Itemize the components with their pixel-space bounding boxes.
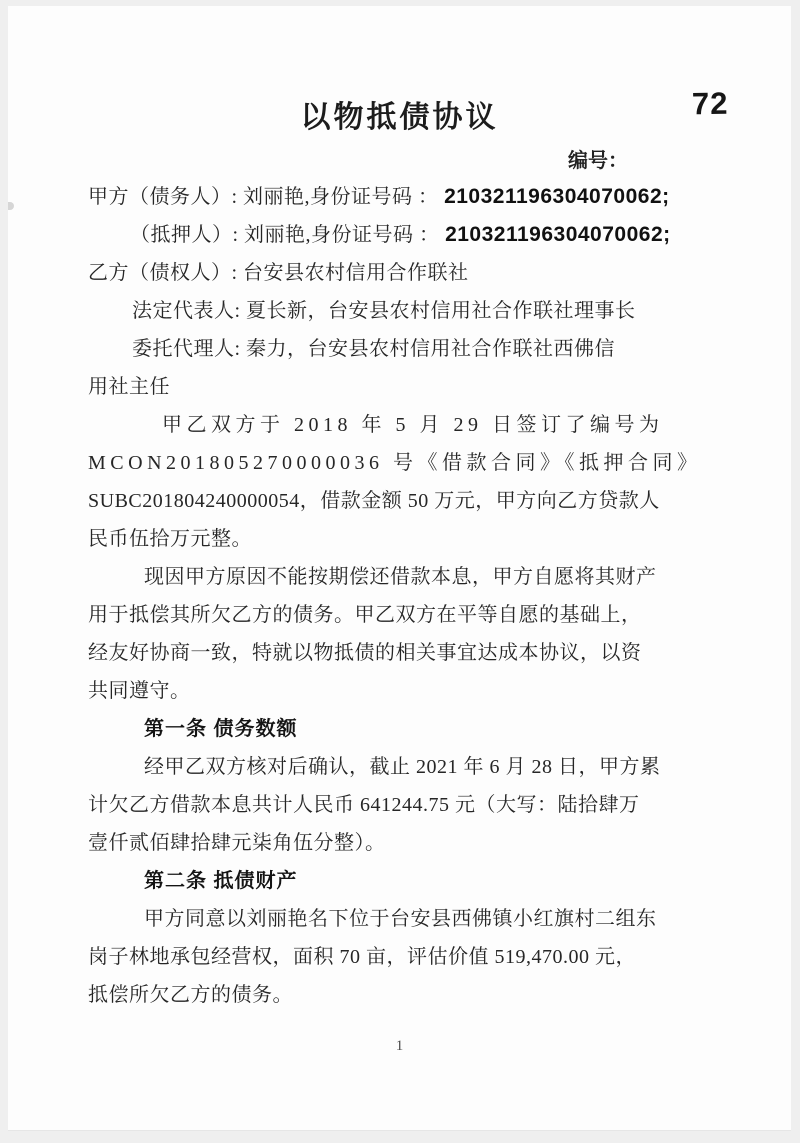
line-text: 第一条 债务数额 [144,718,298,740]
document-line [88,748,724,786]
line-text: 用社主任 [88,376,170,398]
document-line [88,406,724,444]
contract-number-label: 编号： [568,150,628,172]
line-text: 现因甲方原因不能按期偿还借款本息，甲方自愿将其财产 [144,566,657,588]
document-line [88,558,724,596]
document-line [88,368,724,406]
line-text: （抵押人）: 刘丽艳,身份证号码 ： [130,224,446,246]
line-text: 共同遵守。 [88,680,191,702]
document-line [88,672,724,710]
line-text: 岗子林地承包经营权，面积 70 亩，评估价值 519,470.00 元， [88,946,636,968]
document-line [88,292,724,330]
document-line [88,938,724,976]
document-line [88,976,724,1014]
line-text: SUBC201804240000054，借款金额 50 万元，甲方向乙方贷款人 [88,490,660,512]
document-line [88,178,724,216]
line-text: 用于抵偿其所欠乙方的债务。甲乙双方在平等自愿的基础上， [88,604,642,626]
line-text: 民币伍拾万元整。 [88,528,252,550]
line-text: 第二条 抵债财产 [144,870,298,892]
line-text: 壹仟贰佰肆拾肆元柒角伍分整）。 [88,832,386,854]
document-page [8,6,791,1131]
document-line [88,710,724,748]
document-body [88,178,724,1014]
document-line [88,254,724,292]
id-number-text: 210321196304070062; [445,223,671,246]
document-line [88,824,724,862]
line-text: MCON201805270000036 号《借款合同》《抵押合同》 [88,452,702,474]
handwritten-page-stamp: 72 [691,85,729,122]
line-text: 委托代理人: 秦力，台安县农村信用社合作联社西佛信 [132,338,616,360]
line-text: 经友好协商一致，特就以物抵债的相关事宜达成本协议，以资 [88,642,642,664]
document-line [88,900,724,938]
scan-artifact [8,202,14,210]
line-text: 甲方同意以刘丽艳名下位于台安县西佛镇小红旗村二组东 [144,908,657,930]
document-line [88,634,724,672]
line-text: 法定代表人: 夏长新，台安县农村信用社合作联社理事长 [132,300,636,322]
document-line [88,330,724,368]
document-line [88,862,724,900]
document-title: 以物抵债协议 [300,101,499,134]
id-number-text: 210321196304070062; [444,185,670,208]
line-text: 抵偿所欠乙方的债务。 [88,984,293,1006]
footer-page-number: 1 [395,1038,404,1054]
line-text: 计欠乙方借款本息共计人民币 641244.75 元（大写：陆拾肆万 [88,794,640,816]
line-text: 甲乙双方于 2018 年 5 月 29 日签订了编号为 [162,414,664,436]
line-text: 甲方（债务人）: 刘丽艳,身份证号码 ： [88,186,445,208]
document-line [88,482,724,520]
document-line [88,444,724,482]
line-text: 经甲乙双方核对后确认，截止 2021 年 6 月 28 日，甲方累 [144,756,661,778]
document-line [88,520,724,558]
document-line [88,596,724,634]
document-line [88,216,724,254]
line-text: 乙方（债权人）: 台安县农村信用合作联社 [88,262,469,284]
document-line [88,786,724,824]
